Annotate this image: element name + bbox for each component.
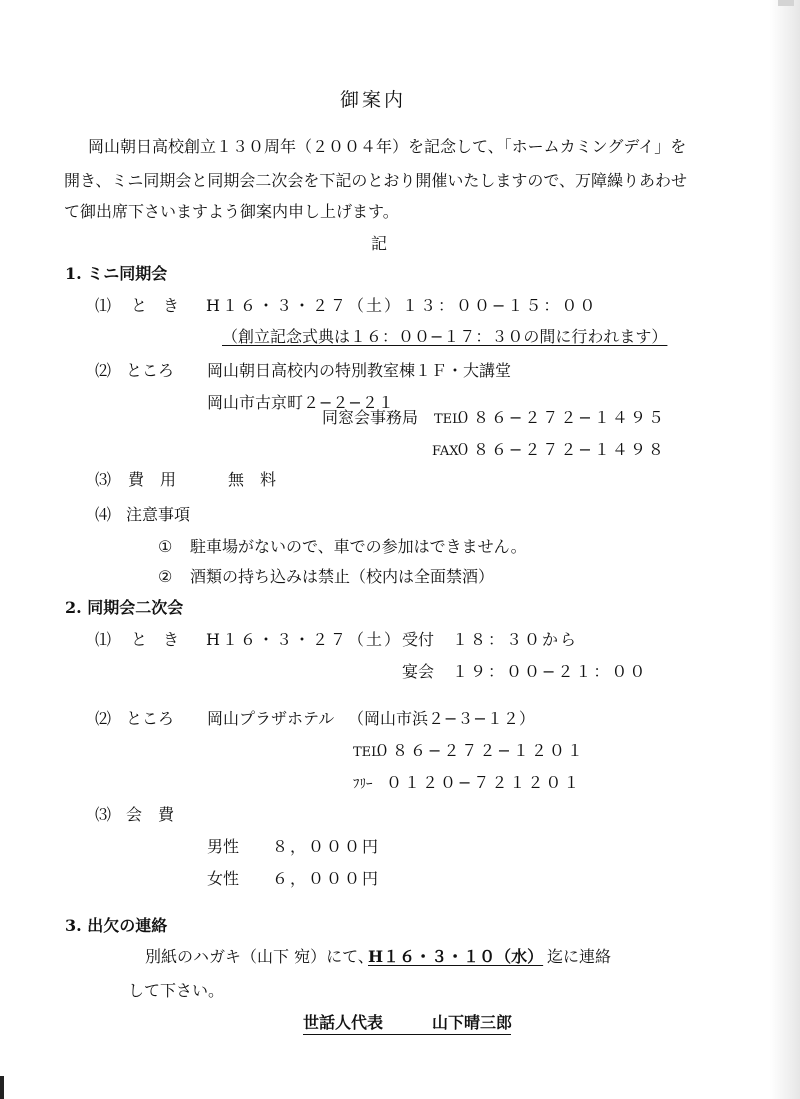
scan-edge-shadow [770,0,800,1099]
s2-item1-label: と き [131,630,180,649]
s2-tel-number: ０８６−２７２−１２０１ [374,741,585,760]
s1-fee-value: 無 料 [228,470,277,489]
s2-item1-number: ⑴ [95,630,112,649]
s1-fax-label: FAX [432,444,459,459]
s1-event-datetime: H１６・３・２７（土）１３：００−１５：００ [206,296,598,315]
intro-line-2: 開き、ミニ同期会と同期会二次会を下記のとおり開催いたしますので、万障繰りあわせ [64,171,688,190]
s1-fax-number: ０８６−２７２−１４９８ [455,440,666,459]
section2-heading: 2. 同期会二次会 [65,598,184,617]
s1-note1-mark: ① [158,537,173,556]
s1-item2-label: ところ [126,361,175,380]
s2-reception-label: 受付 [402,630,435,649]
intro-line-1: 岡山朝日高校創立１３０周年（２００４年）を記念して、「ホームカミングデイ」を [88,137,687,156]
s1-item1-label: と き [131,296,180,315]
section1-heading: 1. ミニ同期会 [65,264,168,283]
signature-name: 山下晴三郎 [432,1013,513,1032]
s2-item2-number: ⑵ [95,709,112,728]
s2-fee-male-amount: ８，０００円 [272,837,381,856]
s1-note1-text: 駐車場がないので、車での参加はできません。 [190,537,527,556]
signature-underline [303,1034,511,1035]
s1-ceremony-note: （創立記念式典は１６：００−１７：３０の間に行われます） [222,327,668,346]
s1-item4-label: 注意事項 [126,505,191,524]
s2-hotel-address: （岡山市浜２−３−１２） [348,709,535,728]
s2-reception-time: １８：３０から [452,630,579,649]
scan-corner-mark [778,0,794,6]
s2-banquet-label: 宴会 [402,662,435,681]
s2-fee-female-amount: ６，０００円 [272,869,381,888]
s2-free-label: ﾌﾘｰ [353,777,373,792]
rsvp-text-post: 迄に連絡 [547,947,612,966]
s1-note2-mark: ② [158,567,173,586]
section3-heading: 3. 出欠の連絡 [65,916,168,935]
s2-fee-male-label: 男性 [207,837,240,856]
s1-item1-number: ⑴ [95,296,112,315]
s1-tel-label: TEL [434,412,461,427]
page-title: 御案内 [340,89,407,111]
signature-role: 世話人代表 [303,1013,384,1032]
intro-line-3: て御出席下さいますよう御案内申し上げます。 [64,202,399,221]
s1-venue: 岡山朝日高校内の特別教室棟１Ｆ・大講堂 [207,361,512,380]
s2-hotel-name: 岡山プラザホテル [207,709,335,728]
s2-event-date: H１６・３・２７（土） [206,630,402,649]
rsvp-text-pre: 別紙のハガキ（山下 宛）にて、 [145,947,374,966]
s1-item3-label: 費 用 [128,470,177,489]
s2-fee-female-label: 女性 [207,869,240,888]
s1-item2-number: ⑵ [95,361,112,380]
s2-item3-label: 会 費 [126,805,175,824]
scan-bottom-mark [0,1076,4,1099]
s2-banquet-time: １９：００−２１：００ [452,662,648,681]
s1-office: 同窓会事務局 [322,408,419,427]
s1-tel-number: ０８６−２７２−１４９５ [455,408,666,427]
rsvp-deadline: H１６・３・１０（水） [368,947,544,966]
rsvp-text-line2: して下さい。 [128,981,225,1000]
s1-note2-text: 酒類の持ち込みは禁止（校内は全面禁酒） [190,567,495,586]
ki-heading: 記 [371,234,388,253]
s2-item3-number: ⑶ [95,805,112,824]
s2-item2-label: ところ [126,709,175,728]
s2-tel-label: TEL [353,745,380,760]
s1-item3-number: ⑶ [95,470,112,489]
s1-item4-number: ⑷ [95,505,112,524]
s2-free-number: ０１２０−７２１２０１ [386,773,582,792]
s1-address: 岡山市古京町２−２−２１ [207,393,394,412]
